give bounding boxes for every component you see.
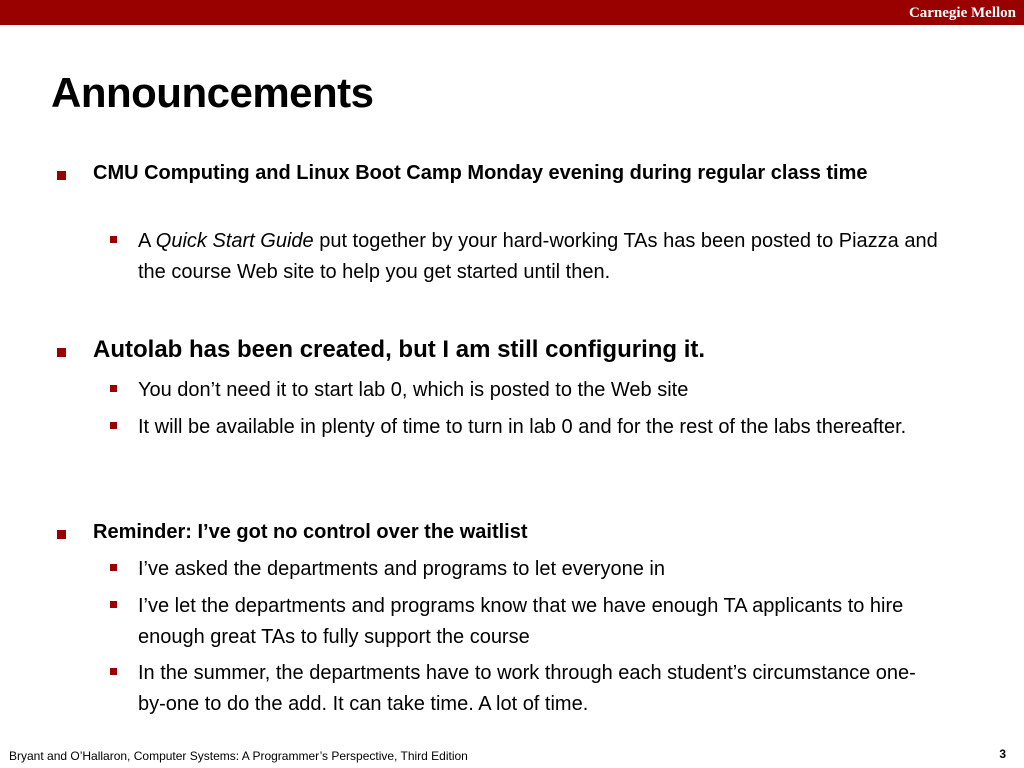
bullet-item-1: CMU Computing and Linux Boot Camp Monday evening during regular class time bbox=[93, 162, 868, 184]
sub-bullet-square-icon bbox=[110, 564, 117, 571]
page-number: 3 bbox=[999, 747, 1006, 761]
sub-item-2-2: It will be available in plenty of time to turn in lab 0 and for the rest of the labs thereafter. bbox=[138, 416, 907, 438]
bullet-item-2: Autolab has been created, but I am still configuring it. bbox=[93, 336, 706, 363]
bullet-item-3: Reminder: I’ve got no control over the waitlist bbox=[93, 521, 528, 543]
sub-item-3-2: I’ve let the departments and programs know that we have enough TA applicants to hire enough great TAs to fully support the course bbox=[138, 595, 904, 648]
sub-item-2-1: You don’t need it to start lab 0, which is posted to the Web site bbox=[138, 379, 689, 401]
sub-item-3-1: I’ve asked the departments and programs to let everyone in bbox=[138, 558, 665, 580]
bullet-square-icon bbox=[57, 171, 66, 180]
sub-bullet-square-icon bbox=[110, 385, 117, 392]
quick-start-guide-emphasis: Quick Start Guide bbox=[155, 230, 314, 252]
brand-label: Carnegie Mellon bbox=[908, 5, 1016, 21]
bullet-square-icon bbox=[57, 348, 66, 357]
sub-bullet-square-icon bbox=[110, 668, 117, 675]
sub-item-1-1: A Quick Start Guide put together by your hard-working TAs has been posted to Piazza and the course Web site to help you get started until then. bbox=[138, 230, 938, 283]
bullet-square-icon bbox=[57, 530, 66, 539]
header-bar bbox=[0, 0, 1024, 25]
sub-bullet-square-icon bbox=[110, 422, 117, 429]
sub-bullet-square-icon bbox=[110, 236, 117, 243]
sub-item-3-3: In the summer, the departments have to work through each student’s circumstance one-by-one to do the add. It can take time. A lot of time. bbox=[138, 662, 916, 715]
footer-citation: Bryant and O’Hallaron, Computer Systems: A Programmer’s Perspective, Third Edition bbox=[9, 749, 468, 763]
slide-title: Announcements bbox=[51, 69, 374, 116]
sub-bullet-square-icon bbox=[110, 601, 117, 608]
